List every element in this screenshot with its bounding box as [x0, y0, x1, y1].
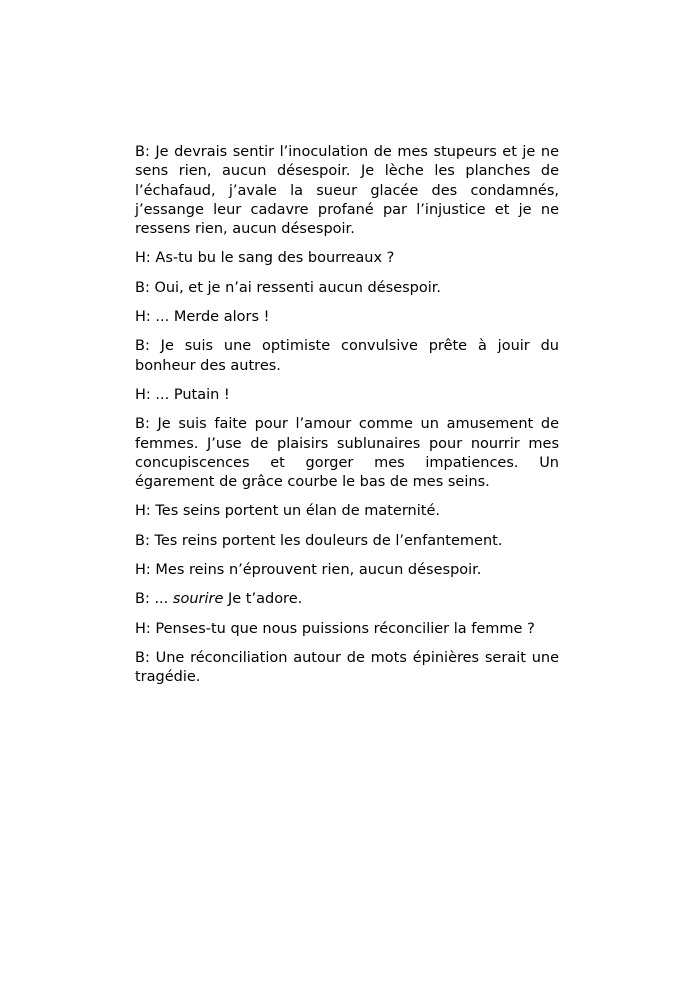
dialogue-paragraph: [135, 590, 559, 609]
dialogue-text: [135, 143, 559, 688]
text-run: H: Mes reins n’éprouvent rien, aucun désespoir.: [135, 562, 482, 579]
text-run: B: Oui, et je n’ai ressenti aucun désespoir.: [135, 279, 442, 296]
dialogue-paragraph: [135, 308, 559, 327]
text-run: Je t’adore.: [223, 591, 303, 608]
dialogue-paragraph: [135, 249, 559, 268]
text-run: B: Je suis une optimiste convulsive prête à jouir du bonheur des autres.: [135, 338, 559, 374]
text-run: H: ... Merde alors !: [135, 309, 270, 326]
text-run: H: Tes seins portent un élan de maternité.: [135, 503, 440, 520]
dialogue-paragraph: [135, 561, 559, 580]
text-run: B: Une réconciliation autour de mots épinières serait une tragédie.: [135, 649, 559, 686]
text-run: B: ...: [135, 591, 173, 608]
text-run: B: Tes reins portent les douleurs de l’enfantement.: [135, 532, 503, 549]
italic-stage-direction: sourire: [172, 591, 224, 608]
text-run: B: Je devrais sentir l’inoculation de mes stupeurs et je ne sens rien, aucun désespoir. Je lèche les planches de l’échafaud, j’avale la sueur glacée des condamnés, j’essange leur cadavre profané par l’injustice et je ne ressens rien, aucun désespoir.: [135, 144, 559, 238]
dialogue-paragraph: [135, 532, 559, 551]
text-run: B: Je suis faite pour l’amour comme un amusement de femmes. J’use de plaisirs sublunaires pour nourrir mes concupiscences et gorger mes impatiences. Un égarement de grâce courbe le bas de mes seins.: [135, 416, 559, 491]
dialogue-paragraph: [135, 279, 559, 298]
text-run: H: ... Putain !: [135, 386, 230, 403]
dialogue-paragraph: [135, 502, 559, 521]
text-run: H: Penses-tu que nous puissions réconcilier la femme ?: [135, 620, 535, 637]
dialogue-paragraph: [135, 620, 559, 639]
dialogue-paragraph: [135, 649, 559, 688]
dialogue-paragraph: [135, 386, 559, 405]
dialogue-paragraph: [135, 337, 559, 376]
text-run: H: As-tu bu le sang des bourreaux ?: [135, 250, 395, 267]
dialogue-paragraph: [135, 415, 559, 492]
dialogue-paragraph: [135, 143, 559, 239]
